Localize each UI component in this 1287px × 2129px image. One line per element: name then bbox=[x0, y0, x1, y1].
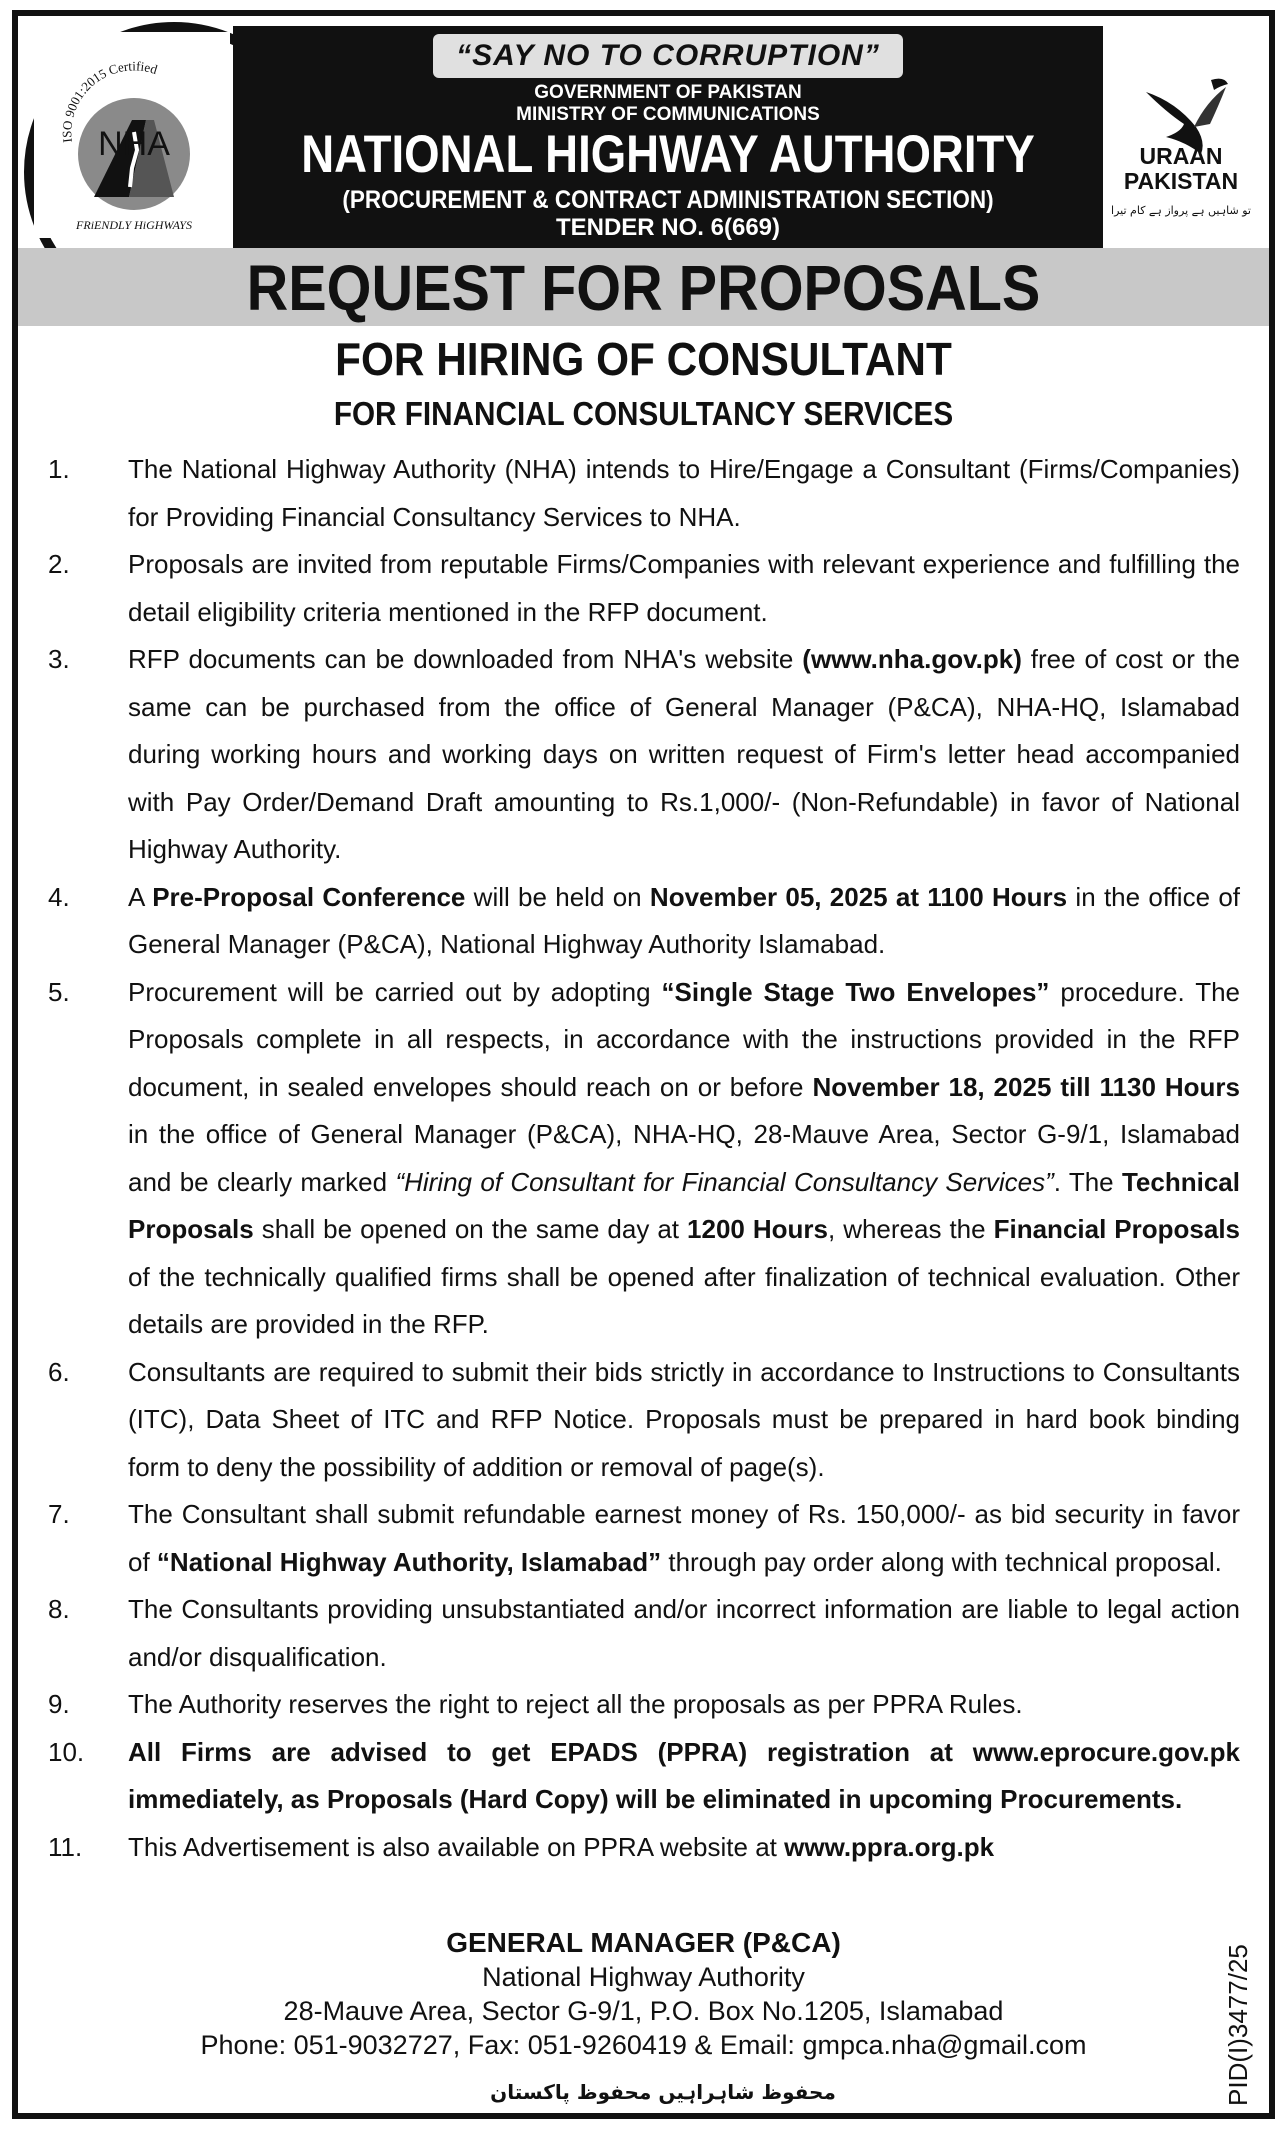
item-text: Procurement will be carried out by adopting bbox=[128, 976, 651, 1007]
item-text: Consultants are required to submit their bids strictly in accordance to Instructions to Consultants (ITC), Data Sheet of ITC and RFP Notice. Proposals must be prepared in hard book binding form to deny the possibility of addition or removal of page(s). bbox=[128, 1356, 1240, 1482]
item-text: procedure. The Proposals complete in all respects, in accordance with the instructions provided in the RFP document, in sealed envelopes should reach on or before bbox=[128, 976, 1240, 1102]
terms-list bbox=[48, 446, 1240, 1871]
submission-deadline: November 18, 2025 till 1130 Hours bbox=[812, 1071, 1240, 1102]
section-name: (PROCUREMENT & CONTRACT ADMINISTRATION SECTION) bbox=[342, 186, 994, 214]
list-item bbox=[48, 636, 1240, 874]
item-number: 7. bbox=[48, 1499, 70, 1529]
subtitle-hiring: FOR HIRING OF CONSULTANT bbox=[335, 333, 952, 385]
item-number: 9. bbox=[48, 1689, 70, 1719]
list-item bbox=[48, 874, 1240, 969]
pre-proposal-conference: Pre-Proposal Conference bbox=[152, 881, 466, 912]
item-number: 2. bbox=[48, 549, 70, 579]
urdu-slogan-text: محفوظ شاہراہیں محفوظ پاکستان bbox=[490, 2080, 836, 2104]
epads-notice: All Firms are advised to get EPADS (PPRA) registration at www.eprocure.gov.pk immediately, as Proposals (Hard Copy) will be eliminated in upcoming Procurements. bbox=[128, 1736, 1240, 1814]
item-number: 10. bbox=[48, 1736, 85, 1767]
header bbox=[18, 16, 1269, 248]
list-item bbox=[48, 1491, 1240, 1586]
uraan-pakistan-logo bbox=[1106, 32, 1256, 238]
list-item bbox=[48, 446, 1240, 541]
uraan-text: URAAN bbox=[1139, 143, 1223, 169]
item-text: This Advertisement is also available on PPRA website at bbox=[128, 1831, 777, 1862]
nha-tagline: FRiENDLY HiGHWAYS bbox=[76, 218, 192, 232]
footer-contact: Phone: 051-9032727, Fax: 051-9260419 & Email: gmpca.nha@gmail.com bbox=[200, 2030, 1087, 2060]
uraan-logo-icon bbox=[1106, 32, 1256, 238]
footer-org: National Highway Authority bbox=[482, 1962, 805, 1992]
procedure-name: “Single Stage Two Envelopes” bbox=[661, 976, 1050, 1007]
list-item bbox=[48, 1681, 1240, 1729]
list-item bbox=[48, 969, 1240, 1349]
rfp-title: REQUEST FOR PROPOSALS bbox=[246, 252, 1041, 324]
payee-name: “National Highway Authority, Islamabad” bbox=[156, 1546, 662, 1577]
tender-number: TENDER NO. 6(669) bbox=[555, 214, 781, 241]
contact-footer bbox=[18, 1926, 1269, 2062]
item-number: 11. bbox=[48, 1831, 83, 1862]
ministry-line: MINISTRY OF COMMUNICATIONS bbox=[516, 104, 820, 125]
envelope-marking: “Hiring of Consultant for Financial Consultancy Services” bbox=[395, 1166, 1054, 1197]
item-number: 1. bbox=[48, 454, 70, 484]
item-number: 6. bbox=[48, 1356, 70, 1387]
pid-number: PID(I)3477/25 bbox=[1223, 1944, 1253, 2106]
item-number: 5. bbox=[48, 976, 70, 1007]
item-text: in the office of General Manager (P&CA), NHA-HQ, 28-Mauve Area, Sector G-9/1, Islamabad and be clearly marked bbox=[128, 1119, 1240, 1197]
item-text: RFP documents can be downloaded from NHA's website bbox=[128, 644, 794, 674]
item-text: A bbox=[128, 881, 144, 912]
opening-time: 1200 Hours bbox=[687, 1214, 828, 1244]
item-text: The Consultants providing unsubstantiated and/or incorrect information are liable to legal action and/or disqualification. bbox=[128, 1594, 1240, 1672]
item-text: The Consultant shall submit refundable earnest money of Rs. 150,000/- as bid security in favor of bbox=[128, 1499, 1240, 1577]
list-item bbox=[48, 1824, 1240, 1872]
item-text: in the office of General Manager (P&CA), National Highway Authority Islamabad. bbox=[128, 881, 1241, 959]
government-line: GOVERNMENT OF PAKISTAN bbox=[534, 82, 802, 103]
ppra-website-link[interactable]: www.ppra.org.pk bbox=[784, 1831, 995, 1862]
footer-title: GENERAL MANAGER (P&CA) bbox=[446, 1927, 841, 1958]
uraan-urdu-text: تو شاہیں ہے پرواز ہے کام تیرا bbox=[1111, 204, 1251, 217]
item-text: , whereas the bbox=[827, 1214, 986, 1244]
item-text: The National Highway Authority (NHA) intends to Hire/Engage a Consultant (Firms/Companies) for Providing Financial Consultancy Services to NHA. bbox=[128, 454, 1240, 532]
pakistan-text: PAKISTAN bbox=[1123, 168, 1239, 194]
conference-date: November 05, 2025 at 1100 Hours bbox=[649, 881, 1068, 912]
item-text: The Authority reserves the right to reject all the proposals as per PPRA Rules. bbox=[128, 1689, 1023, 1719]
financial-proposals: Financial Proposals bbox=[993, 1214, 1241, 1244]
nha-logo-icon bbox=[34, 32, 230, 238]
list-item bbox=[48, 1586, 1240, 1681]
item-number: 8. bbox=[48, 1594, 70, 1624]
item-number: 4. bbox=[48, 881, 70, 912]
list-item bbox=[48, 1349, 1240, 1492]
footer-address: 28-Mauve Area, Sector G-9/1, P.O. Box No.1205, Islamabad bbox=[283, 1996, 1004, 2026]
nha-website-link[interactable]: (www.nha.gov.pk) bbox=[802, 644, 1022, 674]
slogan-banner: “SAY NO TO CORRUPTION” bbox=[433, 34, 903, 78]
list-item bbox=[48, 1729, 1240, 1824]
advertisement-frame bbox=[12, 10, 1275, 2119]
nha-abbr: NHA bbox=[98, 125, 170, 163]
item-text: free of cost or the same can be purchased from the office of General Manager (P&CA), NHA-HQ, Islamabad during working hours and working days on written request of Firm's letter head accompanied with Pay Order/Demand Draft amounting to Rs.1,000/- (Non-Refundable) in favor of National Highway Authority. bbox=[128, 644, 1240, 864]
item-text: of the technically qualified firms shall be opened after finalization of technical evaluation. Other details are provided in the RFP. bbox=[128, 1261, 1240, 1339]
nha-logo bbox=[34, 32, 230, 238]
technical-proposals: Technical Proposals bbox=[128, 1166, 1240, 1244]
urdu-slogan bbox=[490, 2071, 836, 2111]
item-text: shall be opened on the same day at bbox=[261, 1214, 680, 1244]
item-text: Proposals are invited from reputable Firms/Companies with relevant experience and fulfilling the detail eligibility criteria mentioned in the RFP document. bbox=[128, 549, 1240, 627]
authority-name: NATIONAL HIGHWAY AUTHORITY bbox=[301, 125, 1035, 184]
item-number: 3. bbox=[48, 644, 70, 674]
item-text: . The bbox=[1053, 1166, 1114, 1197]
subtitle-services: FOR FINANCIAL CONSULTANCY SERVICES bbox=[333, 395, 954, 432]
item-text: will be held on bbox=[473, 881, 642, 912]
item-text: through pay order along with technical proposal. bbox=[668, 1546, 1222, 1577]
iso-text: ISO 9001:2015 Certified bbox=[59, 58, 160, 144]
list-item bbox=[48, 541, 1240, 636]
